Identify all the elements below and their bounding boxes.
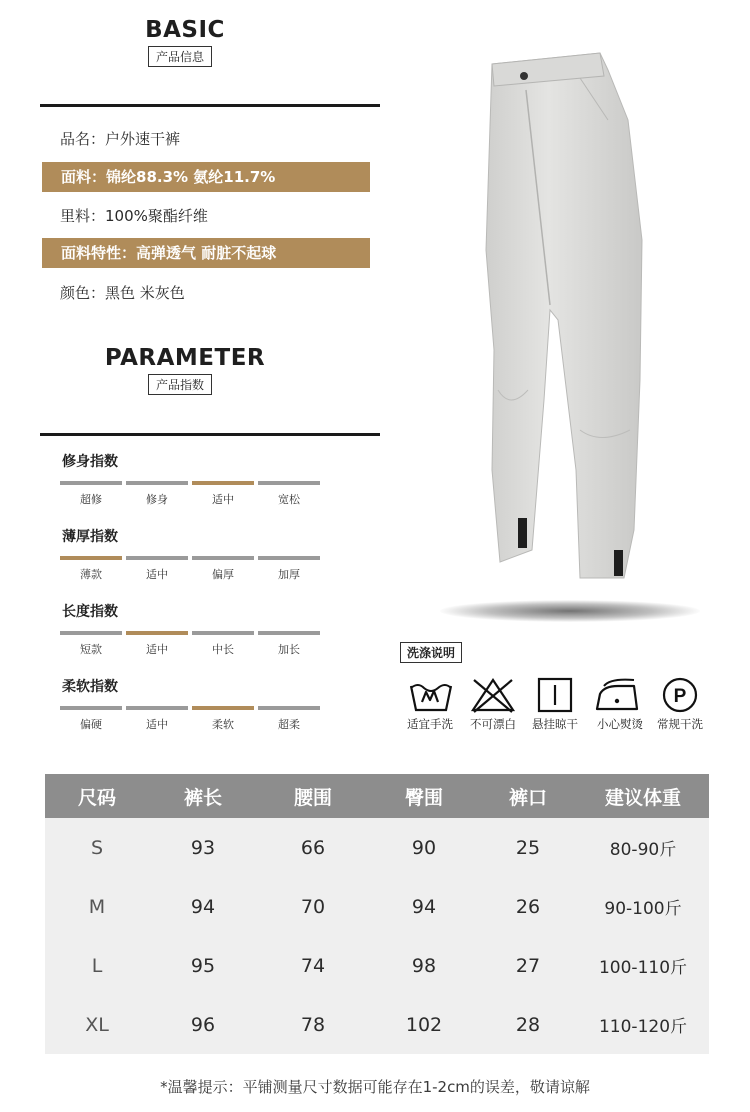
table-row: [45, 936, 709, 995]
info-product-name: 品名：户外速干裤: [60, 130, 181, 148]
table-cell: 96: [149, 995, 257, 1054]
footnote: *温馨提示：平铺测量尺寸数据可能存在1-2cm的误差，敬请谅解: [160, 1078, 590, 1096]
table-cell: S: [45, 818, 149, 877]
table-cell: 110-120斤: [577, 995, 709, 1054]
header-weight: 建议体重: [577, 774, 709, 818]
washing-title: 洗涤说明: [400, 642, 462, 663]
care-label-dry-clean: 常规干洗: [657, 717, 703, 731]
table-cell: 70: [257, 877, 369, 936]
index-option-softness-2: 柔软: [212, 718, 234, 731]
index-bar-thickness-3: [258, 556, 320, 560]
index-bar-fit-0: [60, 481, 122, 485]
table-cell: 27: [479, 936, 577, 995]
index-bar-softness-2: [192, 706, 254, 710]
index-title-length: 长度指数: [62, 604, 118, 620]
table-cell: 93: [149, 818, 257, 877]
dry-clean-glyph: P: [673, 686, 687, 707]
table-cell: 74: [257, 936, 369, 995]
no-bleach-icon: [470, 676, 516, 714]
iron-low-icon: [594, 676, 640, 714]
care-label-line-dry: 悬挂晾干: [532, 717, 578, 731]
index-option-length-3: 加长: [278, 643, 300, 656]
index-bar-thickness-2: [192, 556, 254, 560]
table-cell: L: [45, 936, 149, 995]
index-option-fit-0: 超修: [80, 493, 102, 506]
info-fabric: 面料：锦纶88.3% 氨纶11.7%: [42, 162, 370, 192]
info-fabric-feature: 面料特性：高弹透气 耐脏不起球: [42, 238, 370, 268]
table-cell: 90: [369, 818, 479, 877]
info-lining: 里料：100%聚酯纤维: [60, 207, 208, 225]
index-option-softness-3: 超柔: [278, 718, 300, 731]
line-dry-icon: [532, 676, 578, 714]
table-cell: XL: [45, 995, 149, 1054]
table-cell: 94: [149, 877, 257, 936]
pants-shadow: [440, 600, 700, 622]
index-option-thickness-1: 适中: [146, 568, 168, 581]
index-bar-softness-3: [258, 706, 320, 710]
index-option-fit-1: 修身: [146, 493, 168, 506]
table-cell: 28: [479, 995, 577, 1054]
pants-image: [480, 50, 650, 590]
header-waist: 腰围: [257, 774, 369, 818]
parameter-title: PARAMETER: [104, 345, 266, 371]
table-row: [45, 877, 709, 936]
table-cell: 66: [257, 818, 369, 877]
table-cell: 94: [369, 877, 479, 936]
index-bar-length-1: [126, 631, 188, 635]
table-cell: 90-100斤: [577, 877, 709, 936]
dry-clean-icon: [657, 676, 703, 714]
table-cell: 80-90斤: [577, 818, 709, 877]
table-cell: 95: [149, 936, 257, 995]
index-bar-fit-1: [126, 481, 188, 485]
table-row: [45, 818, 709, 877]
index-bar-length-3: [258, 631, 320, 635]
basic-divider: [40, 104, 380, 107]
index-bar-fit-2: [192, 481, 254, 485]
hand-wash-icon: [408, 676, 454, 714]
care-label-iron: 小心熨烫: [597, 717, 643, 731]
header-size: 尺码: [45, 774, 149, 818]
index-bar-softness-0: [60, 706, 122, 710]
index-bar-thickness-1: [126, 556, 188, 560]
index-bar-length-0: [60, 631, 122, 635]
basic-subtitle: 产品信息: [148, 46, 212, 67]
index-option-softness-0: 偏硬: [80, 718, 102, 731]
index-title-fit: 修身指数: [62, 454, 118, 470]
index-option-length-1: 适中: [146, 643, 168, 656]
index-title-thickness: 薄厚指数: [62, 529, 118, 545]
header-hip: 臀围: [369, 774, 479, 818]
size-table-header: [45, 774, 709, 818]
table-cell: 78: [257, 995, 369, 1054]
size-table: [45, 774, 709, 1054]
index-option-thickness-3: 加厚: [278, 568, 300, 581]
index-option-fit-3: 宽松: [278, 493, 300, 506]
index-bar-length-2: [192, 631, 254, 635]
table-cell: 98: [369, 936, 479, 995]
care-label-hand-wash: 适宜手洗: [407, 717, 453, 731]
index-option-fit-2: 适中: [212, 493, 234, 506]
index-option-thickness-0: 薄款: [80, 568, 102, 581]
basic-title: BASIC: [145, 17, 225, 43]
table-cell: 100-110斤: [577, 936, 709, 995]
care-label-no-bleach: 不可漂白: [470, 717, 516, 731]
parameter-subtitle: 产品指数: [148, 374, 212, 395]
parameter-divider: [40, 433, 380, 436]
index-bar-fit-3: [258, 481, 320, 485]
header-length: 裤长: [149, 774, 257, 818]
table-row: [45, 995, 709, 1054]
index-option-thickness-2: 偏厚: [212, 568, 234, 581]
index-bar-softness-1: [126, 706, 188, 710]
table-cell: 102: [369, 995, 479, 1054]
table-cell: 26: [479, 877, 577, 936]
index-option-length-0: 短款: [80, 643, 102, 656]
header-hem: 裤口: [479, 774, 577, 818]
info-color: 颜色：黑色 米灰色: [60, 284, 185, 302]
table-cell: M: [45, 877, 149, 936]
index-bar-thickness-0: [60, 556, 122, 560]
table-cell: 25: [479, 818, 577, 877]
index-option-softness-1: 适中: [146, 718, 168, 731]
index-title-softness: 柔软指数: [62, 679, 118, 695]
index-option-length-2: 中长: [212, 643, 234, 656]
